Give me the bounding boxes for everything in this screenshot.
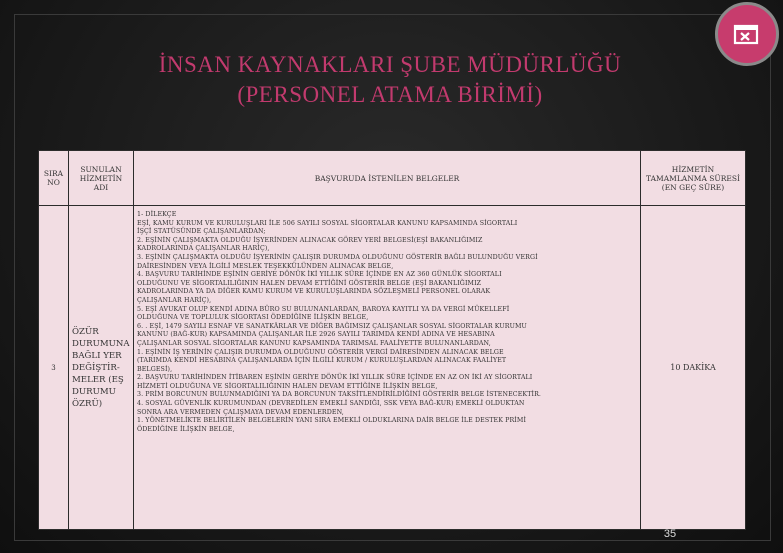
doc-line: 1. YÖNETMELİKTE BELİRTİLEN BELGELERİN YANI SIRA EMEKLİ OLDUKLARINA DAİR BELGE İLE DESTEK PRİMİ bbox=[137, 417, 527, 425]
header-belgeler: BAŞVURUDA İSTENİLEN BELGELER bbox=[134, 151, 641, 206]
doc-line: 2. EŞİNİN ÇALIŞMAKTA OLDUĞU İŞYERİNDEN ALINACAK GÖREV YERİ BELGESİ(EŞİ BAKANLIĞIMIZ bbox=[137, 236, 483, 244]
requirements-table bbox=[38, 150, 746, 530]
page-title bbox=[120, 50, 660, 110]
service-name: ÖZÜR DURUMUNA BAĞLI YER DEĞİŞTİR- MELER (EŞ DURUMU ÖZRÜ) bbox=[69, 206, 134, 530]
doc-line: KANUNU (BAĞ-KUR) KAPSAMINDA ÇALIŞANLAR İLE 2926 SAYILI TARIMDA KENDİ ADINA VE HESABINA bbox=[137, 331, 495, 339]
doc-line: SONRA ARA VERMEDEN ÇALIŞMAYA DEVAM EDENLERDEN, bbox=[137, 408, 344, 416]
doc-line: OLDUĞUNU VE SİGORTALILIĞININ HALEN DEVAM ETTİĞİNİ GÖSTERİR BELGE (EŞİ BAKANLIĞIMIZ bbox=[137, 279, 482, 287]
doc-line: KADROLARINDA YA DA DİĞER KAMU KURUM VE KURULUŞLARINDA SÖZLEŞMELİ PERSONEL OLARAK bbox=[137, 288, 491, 296]
header-sure: HİZMETİN TAMAMLANMA SÜRESİ (EN GEÇ SÜRE) bbox=[641, 151, 746, 206]
doc-line: 6. . EŞİ, 1479 SAYILI ESNAF VE SANATKÂRLAR VE DİĞER BAĞIMSIZ ÇALIŞANLAR SOSYAL SİGORTALAR KURUMU bbox=[137, 322, 527, 330]
completion-time: 10 DAKİKA bbox=[641, 206, 746, 530]
exit-button[interactable] bbox=[715, 2, 779, 66]
doc-line: 2. BAŞVURU TARİHİNDEN İTİBAREN EŞİNİN GERİYE DÖNÜK İKİ YILLIK SÜRE İÇİNDE EN AZ ON İKİ AY SİGORTALI bbox=[137, 374, 533, 382]
doc-line: DAİRESİNDEN VEYA İLGİLİ MESLEK TEŞEKKÜLÜNDEN ALINACAK BELGE, bbox=[137, 262, 394, 270]
doc-line: ÇALIŞANLAR HARİÇ), bbox=[137, 296, 212, 304]
doc-line: 1- DİLEKÇE bbox=[137, 211, 177, 218]
exit-slide-icon bbox=[732, 19, 762, 49]
doc-line: OLDUĞUNA VE TOPLULUK SİGORTASI ÖDEDİĞİNE İLİŞKİN BELGE, bbox=[137, 314, 369, 322]
table-header-row bbox=[39, 151, 746, 206]
doc-line: ÖDEDİĞİNE İLİŞKİN BELGE, bbox=[137, 425, 235, 433]
doc-line: ÇALIŞANLAR SOSYAL SİGORTALAR KANUNU KAPSAMINDA TARIMSAL FAALİYETTE BULUNANLARDAN, bbox=[137, 339, 491, 347]
header-sira: SIRA NO bbox=[39, 151, 69, 206]
doc-line: 5. EŞİ AVUKAT OLUP KENDİ ADINA BÜRO SU BULUNANLARDAN, BAROYA KAYITLI YA DA VERGİ MÜKELLEFİ bbox=[137, 305, 510, 313]
doc-line: 1. EŞİNİN İŞ YERİNİN ÇALIŞIR DURUMDA OLDUĞUNU GÖSTERİR VERGİ DAİRESİNDEN ALINACAK BELGE bbox=[137, 348, 504, 356]
header-hizmet: SUNULAN HİZMETİN ADI bbox=[69, 151, 134, 206]
doc-line: 4. SOSYAL GÜVENLİK KURUMUNDAN (DEVREDİLEN EMEKLİ SANDIĞI, SSK VEYA BAĞ-KUR) EMEKLİ OLDUKTAN bbox=[137, 400, 525, 408]
title-line-1: İNSAN KAYNAKLARI ŞUBE MÜDÜRLÜĞÜ bbox=[158, 52, 622, 77]
doc-line: HİZMETİ OLDUĞUNA VE SİGORTALILIĞININ HALEN DEVAM ETTİĞİNE İLİŞKİN BELGE, bbox=[137, 382, 438, 390]
table-row bbox=[39, 206, 746, 530]
doc-line: 3. PRİM BORCUNUN BULUNMADIĞINI YA DA BORCUNUN TAKSİTLENDİRİLDİĞİNİ GÖSTERİR BELGE İSTENECEKTİR. bbox=[137, 391, 542, 399]
documents-cell bbox=[134, 206, 641, 530]
doc-line: KADROLARINDA ÇALIŞANLAR HARİÇ), bbox=[137, 245, 270, 253]
row-number: 3 bbox=[39, 206, 69, 530]
doc-line: (TARIMDA KENDİ HESABINA ÇALIŞANLARDA İÇİN İLGİLİ KURUM / KURULUŞLARDAN ALINACAK FAALİYET bbox=[137, 357, 507, 365]
doc-line: İŞÇİ STATÜSÜNDE ÇALIŞANLARDAN; bbox=[137, 228, 266, 236]
title-line-2: (PERSONEL ATAMA BİRİMİ) bbox=[237, 82, 543, 107]
page-number: 35 bbox=[663, 528, 677, 540]
doc-line: 4. BAŞVURU TARİHİNDE EŞİNİN GERİYE DÖNÜK İKİ YILLIK SÜRE İÇİNDE EN AZ 360 GÜNLÜK SİGORTALI bbox=[137, 271, 502, 279]
doc-line: BELGESİ), bbox=[137, 365, 173, 373]
doc-line: EŞİ, KAMU KURUM VE KURULUŞLARI İLE 506 SAYILI SOSYAL SİGORTALAR KANUNU KAPSAMINDA SİGORTALI bbox=[137, 219, 518, 227]
doc-line: 3. EŞİNİN ÇALIŞMAKTA OLDUĞU İŞYERİNİN ÇALIŞIR DURUMDA OLDUĞUNU GÖSTERİR BAĞLI BULUNDUĞU VERGİ bbox=[137, 253, 538, 261]
